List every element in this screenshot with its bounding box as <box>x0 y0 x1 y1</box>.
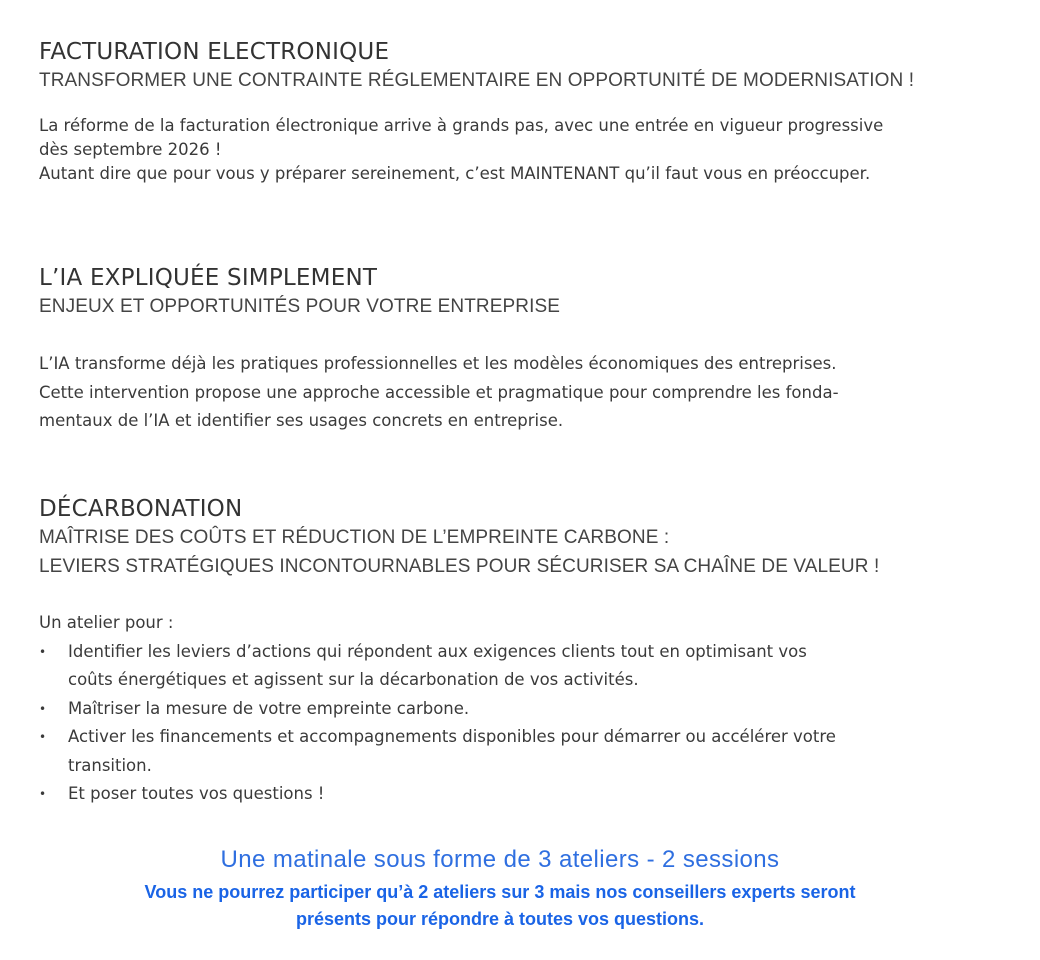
body-line: L’IA transforme déjà les pratiques professionnelles et les modèles économiques des entreprises. <box>39 354 837 373</box>
section-subtitle: MAÎTRISE DES COÛTS ET RÉDUCTION DE L’EMPREINTE CARBONE : <box>39 527 670 548</box>
body-line: La réforme de la facturation électronique arrive à grands pas, avec une entrée en vigueur progressive <box>39 116 884 135</box>
section-ia-expliquee <box>39 264 1019 436</box>
body-line: dès septembre 2026 ! <box>39 140 222 159</box>
bullet-icon: • <box>39 730 47 744</box>
section-title: L’IA EXPLIQUÉE SIMPLEMENT <box>39 265 378 291</box>
section-title: FACTURATION ELECTRONIQUE <box>39 39 390 65</box>
bullet-list <box>39 638 1019 809</box>
list-item <box>39 638 1019 695</box>
footer-note-line: présents pour répondre à toutes vos questions. <box>295 909 705 929</box>
footer-lead: Une matinale sous forme de 3 ateliers - 2 sessions <box>220 846 780 873</box>
section-title: DÉCARBONATION <box>39 496 243 522</box>
list-item-line: coûts énergétiques et agissent sur la décarbonation de vos activités. <box>68 670 639 689</box>
section-subtitle: LEVIERS STRATÉGIQUES INCONTOURNABLES POUR SÉCURISER SA CHAÎNE DE VALEUR ! <box>39 556 880 577</box>
footer-note <box>0 879 1000 933</box>
section-decarbonation <box>39 495 1019 809</box>
section-body <box>39 350 1019 436</box>
body-line: Cette intervention propose une approche accessible et pragmatique pour comprendre les fonda- <box>39 382 839 402</box>
section-subtitle: TRANSFORMER UNE CONTRAINTE RÉGLEMENTAIRE EN OPPORTUNITÉ DE MODERNISATION ! <box>39 70 915 91</box>
list-item-line: Activer les financements et accompagnements disponibles pour démarrer ou accélérer votre <box>68 727 836 746</box>
section-subtitle: ENJEUX ET OPPORTUNITÉS POUR VOTRE ENTREPRISE <box>39 296 561 317</box>
bullet-icon: • <box>39 701 47 716</box>
list-item <box>39 723 1019 780</box>
section-intro: Un atelier pour : <box>39 613 174 632</box>
section-facturation-electronique <box>39 38 1019 187</box>
body-line: mentaux de l’IA et identifier ses usages concrets en entreprise. <box>39 411 564 430</box>
section-body <box>39 113 1019 187</box>
list-item <box>39 695 1019 724</box>
list-item <box>39 780 1019 809</box>
list-item-line: transition. <box>68 755 152 775</box>
list-item-line: Et poser toutes vos questions ! <box>68 784 325 803</box>
footer-callout <box>0 845 1000 933</box>
bullet-icon: • <box>39 787 47 801</box>
footer-note-line: Vous ne pourrez participer qu’à 2 ateliers sur 3 mais nos conseillers experts seront <box>144 882 856 902</box>
list-item-line: Maîtriser la mesure de votre empreinte carbone. <box>68 698 470 718</box>
bullet-icon: • <box>39 644 47 659</box>
body-line: Autant dire que pour vous y préparer sereinement, c’est MAINTENANT qu’il faut vous en préoccuper. <box>39 164 871 183</box>
list-item-line: Identifier les leviers d’actions qui répondent aux exigences clients tout en optimisant vos <box>68 641 807 661</box>
